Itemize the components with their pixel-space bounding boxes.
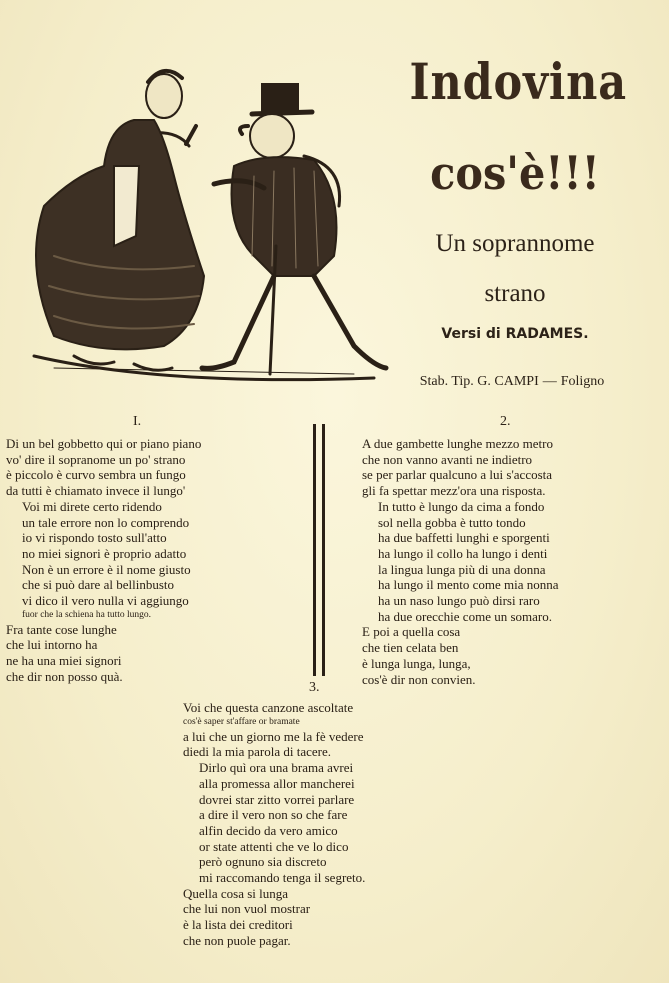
verse-line: In tutto è lungo da cima a fondo (378, 498, 545, 514)
printer-city: Foligno (560, 374, 605, 389)
verse-line: Quella cosa si lunga (183, 885, 289, 901)
verse-line: vi dico il vero nulla vi aggiungo (22, 593, 189, 609)
verse-line: cos'è dir non convien. (362, 671, 476, 687)
verse-line: cos'è saper st'affare or bramate (183, 716, 300, 727)
verse-line: alfin decido da vero amico (199, 822, 338, 838)
verse-line: da tutti è chiamato invece il lungo' (6, 483, 186, 499)
verse-line: vo' dire il sopranome un po' strano (6, 451, 186, 467)
verse-line: no miei signori è proprio adatto (22, 545, 187, 561)
verse-line: Voi che questa canzone ascoltate (183, 700, 354, 715)
verse-line: Non è un errore è il nome giusto (22, 561, 191, 577)
stanza-3 (183, 700, 483, 949)
verse-line: A due gambette lunghe mezzo metro (362, 436, 553, 451)
verse-line: ne ha una miei signori (6, 653, 122, 669)
verse-line: che lui non vuol mostrar (183, 901, 311, 917)
printer-name: Stab. Tip. G. CAMPI (419, 374, 539, 389)
verse-line: gli fa spettar mezz'ora una risposta. (362, 483, 546, 499)
verse-line: io vi rispondo tosto sull'atto (22, 530, 167, 546)
verse-line: Voi mi direte certo ridendo (22, 498, 162, 514)
verse-line: Di un bel gobbetto qui or piano piano (6, 436, 202, 451)
verse-line: è la lista dei creditori (183, 917, 293, 933)
title-line-2: cos'è!!! (430, 146, 600, 200)
verse-line: che non vanno avanti ne indietro (362, 451, 533, 467)
verse-line: ha un naso lungo può dirsi raro (378, 593, 540, 609)
verse-line: dovrei star zitto vorrei parlare (199, 791, 355, 807)
verse-line: sol nella gobba è tutto tondo (378, 514, 526, 530)
verse-line: però ognuno sia discreto (199, 854, 327, 870)
verse-line: che non puole pagar. (183, 932, 291, 948)
verse-line: un tale errore non lo comprendo (22, 514, 190, 530)
verse-line: che lui intorno ha (6, 637, 98, 653)
stanza-1-number: I. (133, 414, 142, 429)
verse-line: ha due orecchie come un somaro. (378, 608, 552, 624)
verse-line: è piccolo è curvo sembra un fungo (6, 467, 186, 483)
verse-line: la lingua lunga più di una donna (378, 561, 546, 577)
verse-line: ha lungo il collo ha lungo i denti (378, 545, 548, 561)
verse-line: Fra tante cose lunghe (6, 621, 117, 637)
subtitle-line-1: Un soprannome (435, 230, 595, 257)
verse-line: a lui che un giorno me la fè vedere (183, 728, 364, 744)
verse-line: se per parlar qualcuno a lui s'accosta (362, 467, 553, 483)
verse-line: che si può dare al bellinbusto (22, 577, 174, 593)
verse-line: E poi a quella cosa (362, 624, 461, 640)
verse-line: ha lungo il mento come mia nonna (378, 577, 559, 593)
column-divider (313, 424, 325, 676)
verse-line: ha due baffetti lunghi e sporgenti (378, 530, 550, 546)
stanza-2 (362, 436, 662, 687)
verse-line: a dire il vero non so che fare (199, 807, 348, 823)
verse-line: mi raccomando tenga il segreto. (199, 870, 366, 886)
verse-line: che dir non posso quà. (6, 668, 123, 684)
illustration-woman-and-hunchback (14, 56, 394, 388)
stanza-3-number: 3. (309, 680, 320, 695)
verse-line: che tien celata ben (362, 640, 459, 656)
verse-line: è lunga lunga, lunga, (362, 655, 471, 671)
stanza-2-number: 2. (500, 414, 511, 429)
verse-line: alla promessa allor mancherei (199, 775, 355, 791)
stanza-1 (6, 436, 306, 685)
subtitle-line-2: strano (484, 280, 546, 307)
author-credit: Versi di RADAMES. (441, 326, 589, 342)
title-line-1: Indovina (409, 52, 627, 111)
printer-separator: — (542, 374, 557, 389)
verse-line: Dirlo quì ora una brama avrei (199, 760, 354, 776)
verse-line: diedi la mia parola di tacere. (183, 744, 331, 760)
printer-imprint (392, 374, 632, 390)
verse-line: or state attenti che ve lo dico (199, 838, 349, 854)
verse-line: fuor che la schiena ha tutto lungo. (22, 609, 152, 620)
